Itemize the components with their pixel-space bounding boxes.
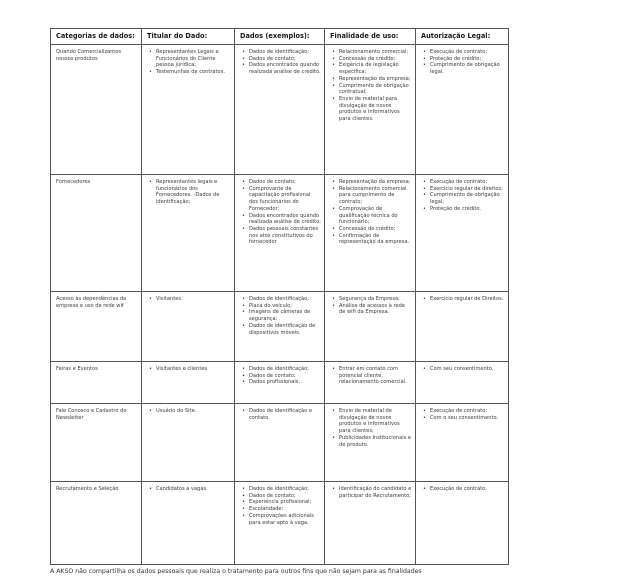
list-item: • Concessão de crédito; <box>339 226 412 233</box>
titular-list <box>147 296 231 303</box>
cell-dados <box>235 292 325 362</box>
list-item: • Dados de contato; <box>249 56 321 63</box>
list-item: • Usuário do Site. <box>156 408 231 415</box>
cell-titular <box>142 175 235 292</box>
list-item: • Envio de material para divulgação de novos produtos e informativos para clientes. <box>339 96 412 123</box>
finalidade-list <box>330 366 412 386</box>
list-item: • Cumprimento de obrigação legal; <box>430 192 505 205</box>
titular-list <box>147 486 231 493</box>
header-autorizacao: Autorização Legal: <box>416 29 509 45</box>
list-item: • Exercício regular de Direitos. <box>430 296 505 303</box>
dados-list <box>240 486 321 526</box>
list-item: • Imagens de câmeras de segurança; <box>249 309 321 322</box>
list-item: • Dados de identificação; <box>249 296 321 303</box>
finalidade-list <box>330 179 412 246</box>
dados-list <box>240 179 321 246</box>
dados-list <box>240 296 321 336</box>
cell-titular <box>142 482 235 565</box>
cell-finalidade <box>325 404 416 482</box>
list-item: • Concessão de crédito; <box>339 56 412 63</box>
list-item: • Comprovante de capacitação profissional dos funcionários do Fornecedor; <box>249 186 321 213</box>
list-item: • Análise de acessos à rede de wifi da Empresa. <box>339 303 412 316</box>
list-item: • Dados encontrados quando realizada análise de crédito; <box>249 213 321 226</box>
list-item: • Dados profissionais. <box>249 379 321 386</box>
list-item: • Representação da empresa; <box>339 179 412 186</box>
cell-dados <box>235 404 325 482</box>
list-item: • Dados de identificação de dispositivos móveis. <box>249 323 321 336</box>
cell-categoria: Fale Conosco e Cadastro de Newsletter <box>51 404 142 482</box>
cell-categoria: Recrutamento e Seleção <box>51 482 142 565</box>
list-item: • Exigência de legislação específica; <box>339 62 412 75</box>
cell-categoria: Fornecedores <box>51 175 142 292</box>
autorizacao-list <box>421 366 505 373</box>
list-item: • Identificação do candidato e participar do Recrutamento; <box>339 486 412 499</box>
autorizacao-list <box>421 486 505 493</box>
table-row <box>51 175 509 292</box>
list-item: • Dados pessoais constantes nos atos constitutivos do fornecedor <box>249 226 321 246</box>
list-item: • Dados de identificação; <box>249 366 321 373</box>
cell-dados <box>235 362 325 404</box>
cell-autorizacao <box>416 175 509 292</box>
cell-categoria: Feiras e Eventos <box>51 362 142 404</box>
table-row <box>51 292 509 362</box>
list-item: • Dados de contato; <box>249 493 321 500</box>
finalidade-list <box>330 49 412 123</box>
footer-paragraph: A AKSO não compartilha os dados pessoais que realiza o tratamento para outros fins que não sejam para as finalidades <box>50 568 422 575</box>
cell-categoria: Quando Comercializamos nossos produtos <box>51 45 142 175</box>
cell-titular <box>142 404 235 482</box>
titular-list <box>147 179 231 206</box>
cell-categoria: Acesso às dependências da empresa e uso de rede wif <box>51 292 142 362</box>
list-item: • Dados encontrados quando realizada análise de crédito. <box>249 62 321 75</box>
list-item: • Exercício regular de direitos; <box>430 186 505 193</box>
list-item: • Comprovações adicionais para estar apto à vaga. <box>249 513 321 526</box>
list-item: • Experiência profissional; <box>249 499 321 506</box>
header-titular: Titular do Dado: <box>142 29 235 45</box>
list-item: • Envio de material de divulgação de novos produtos e informativos para clientes; <box>339 408 412 435</box>
list-item: • Dados de identificação; <box>249 486 321 493</box>
list-item: • Candidatos a vagas. <box>156 486 231 493</box>
header-categorias: Categorias de dados: <box>51 29 142 45</box>
cell-finalidade <box>325 292 416 362</box>
cell-finalidade <box>325 482 416 565</box>
list-item: • Entrar em contato com potencial cliente, relacionamento comercial. <box>339 366 412 386</box>
autorizacao-list <box>421 49 505 76</box>
list-item: • Representantes Legais e Funcionários do Cliente pessoa jurídica; <box>156 49 231 69</box>
autorizacao-list <box>421 408 505 421</box>
finalidade-list <box>330 296 412 316</box>
list-item: • Representantes legais e funcionários dos Fornecedores. -Dados de identificação; <box>156 179 231 206</box>
cell-finalidade <box>325 45 416 175</box>
cell-autorizacao <box>416 292 509 362</box>
list-item: • Placa do veículo; <box>249 303 321 310</box>
data-categories-table <box>50 28 509 565</box>
list-item: • Relacionamento comercial; <box>339 49 412 56</box>
table-row <box>51 482 509 565</box>
dados-list <box>240 49 321 76</box>
table-row <box>51 45 509 175</box>
cell-autorizacao <box>416 482 509 565</box>
list-item: • Representação da empresa; <box>339 76 412 83</box>
list-item: • Testemunhas de contratos. <box>156 69 231 76</box>
list-item: • Proteção de crédito. <box>430 206 505 213</box>
list-item: • Execução de contrato; <box>430 179 505 186</box>
cell-dados <box>235 482 325 565</box>
table-row <box>51 404 509 482</box>
list-item: • Execução de contrato; <box>430 49 505 56</box>
list-item: • Dados de identificação; <box>249 49 321 56</box>
list-item: • Visitantes e clientes <box>156 366 231 373</box>
list-item: • Proteção de crédito; <box>430 56 505 63</box>
cell-dados <box>235 45 325 175</box>
list-item: • Escolaridade; <box>249 506 321 513</box>
cell-titular <box>142 362 235 404</box>
table-row <box>51 362 509 404</box>
list-item: • Dados de identificação e contato. <box>249 408 321 421</box>
list-item: • Com seu consentimento. <box>430 366 505 373</box>
list-item: • Cumprimento de obrigação legal. <box>430 62 505 75</box>
list-item: • Execução de contrato. <box>430 486 505 493</box>
table-header-row <box>51 29 509 45</box>
dados-list <box>240 408 321 421</box>
cell-dados <box>235 175 325 292</box>
cell-finalidade <box>325 175 416 292</box>
cell-titular <box>142 292 235 362</box>
table-body <box>51 45 509 565</box>
autorizacao-list <box>421 296 505 303</box>
finalidade-list <box>330 408 412 448</box>
list-item: • Segurança da Empresa; <box>339 296 412 303</box>
finalidade-list <box>330 486 412 499</box>
cell-autorizacao <box>416 362 509 404</box>
titular-list <box>147 49 231 76</box>
titular-list <box>147 408 231 415</box>
list-item: • Execução de contrato; <box>430 408 505 415</box>
list-item: • Cumprimento de obrigação contratual; <box>339 83 412 96</box>
list-item: • Comprovação de qualificação técnica do funcionário; <box>339 206 412 226</box>
cell-titular <box>142 45 235 175</box>
autorizacao-list <box>421 179 505 213</box>
cell-autorizacao <box>416 404 509 482</box>
titular-list <box>147 366 231 373</box>
list-item: • Dados de contato; <box>249 179 321 186</box>
list-item: • Publicidades Institucionais e de produto. <box>339 435 412 448</box>
list-item: • Relacionamento comercial para cumprimento de contrato; <box>339 186 412 206</box>
list-item: • Confirmação de representação da empresa. <box>339 233 412 246</box>
list-item: • Com o seu consentimento. <box>430 415 505 422</box>
cell-finalidade <box>325 362 416 404</box>
dados-list <box>240 366 321 386</box>
header-dados: Dados (exemplos): <box>235 29 325 45</box>
cell-autorizacao <box>416 45 509 175</box>
header-finalidade: Finalidade de uso: <box>325 29 416 45</box>
list-item: • Visitantes. <box>156 296 231 303</box>
list-item: • Dados de contato; <box>249 373 321 380</box>
